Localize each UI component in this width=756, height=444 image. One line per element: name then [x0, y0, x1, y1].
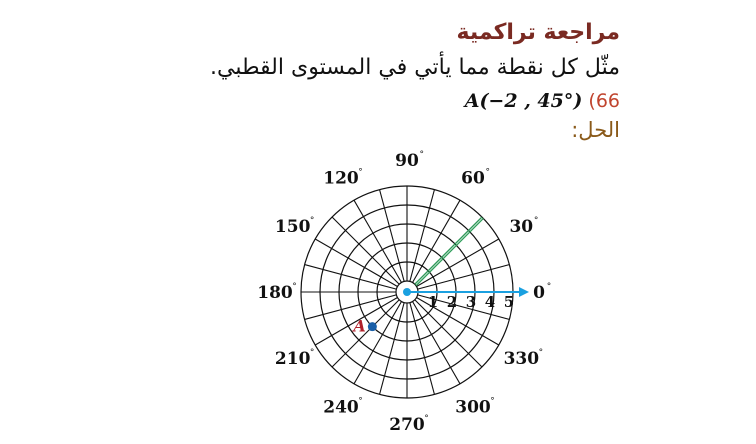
ring-label: 1: [427, 293, 439, 311]
solution-label: الحل:: [571, 118, 620, 142]
angle-label: 180: [257, 283, 293, 303]
degree-symbol: °: [424, 414, 429, 424]
problem-expression: A(−2 , 45°): [464, 90, 583, 112]
degree-symbol: °: [419, 150, 424, 160]
angle-label: 120: [323, 168, 359, 189]
degree-symbol: °: [538, 348, 544, 358]
degree-symbol: °: [546, 282, 552, 292]
ring-label: 4: [484, 293, 496, 311]
angle-label: 150: [274, 217, 311, 237]
pole-point: [403, 288, 411, 296]
degree-symbol: °: [485, 167, 490, 178]
angle-label: 210: [274, 349, 311, 369]
ring-label: 5: [503, 293, 515, 311]
angle-label: 240: [323, 397, 359, 418]
polar-axis-arrowhead: [519, 287, 529, 297]
point-a-marker: [368, 322, 377, 331]
degree-symbol: °: [490, 396, 495, 407]
degree-symbol: °: [533, 216, 539, 226]
exercise-instruction: مثّل كل نقطة مما يأتي في المستوى القطبي.: [210, 55, 620, 80]
degree-symbol: °: [358, 167, 363, 178]
ring-label: 3: [465, 293, 477, 311]
degree-symbol: °: [309, 348, 315, 358]
angle-label: 330: [503, 349, 540, 369]
degree-symbol: °: [292, 282, 297, 292]
angle-label: 90: [395, 151, 419, 171]
section-heading: مراجعة تراكمية: [456, 20, 620, 45]
point-a-label: A: [353, 316, 366, 336]
angle-label: 60: [461, 168, 485, 189]
angle-label: 0: [533, 283, 545, 303]
degree-symbol: °: [309, 216, 315, 226]
ring-label: 2: [446, 293, 458, 311]
angle-label: 270: [389, 415, 425, 435]
problem-number: (66: [588, 90, 620, 112]
angle-label: 30: [509, 217, 534, 237]
degree-symbol: °: [358, 396, 363, 407]
angle-label: 300: [455, 397, 491, 418]
